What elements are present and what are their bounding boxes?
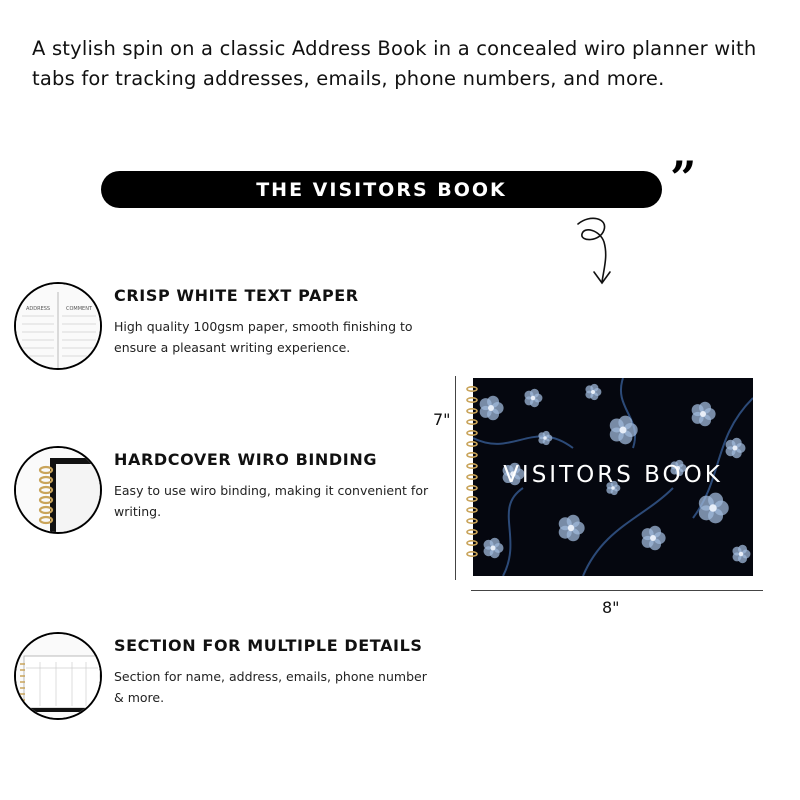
feature-sections: [14, 632, 444, 722]
intro-text: A stylish spin on a classic Address Book in a concealed wiro planner with tabs for tracking addresses, emails, phone numbers, and more.: [32, 37, 757, 90]
spiral-binding-icon: [466, 384, 478, 560]
paper-thumbnail: [14, 282, 102, 370]
title-banner: [101, 171, 662, 208]
book-cover: [473, 378, 753, 576]
feature-description: Section for name, address, emails, phone number & more.: [114, 669, 427, 705]
binding-thumbnail: [14, 446, 102, 534]
height-dimension-line: [455, 376, 456, 580]
feature-binding: [14, 446, 444, 536]
feature-paper: [14, 282, 444, 372]
sections-thumbnail: [14, 632, 102, 720]
cover-title: VISITORS BOOK: [503, 462, 723, 488]
feature-description: High quality 100gsm paper, smooth finishing to ensure a pleasant writing experience.: [114, 319, 413, 355]
feature-title: SECTION FOR MULTIPLE DETAILS: [114, 636, 423, 655]
width-dimension-line: [471, 590, 763, 591]
feature-description: Easy to use wiro binding, making it convenient for writing.: [114, 483, 429, 519]
thumb-label-comment: COMMENT: [66, 306, 93, 312]
feature-title: CRISP WHITE TEXT PAPER: [114, 286, 359, 305]
thumb-label-address: ADDRESS: [26, 306, 51, 312]
width-label: 8": [602, 598, 620, 617]
banner-title: THE VISITORS BOOK: [256, 178, 507, 201]
quote-mark: ”: [670, 151, 697, 205]
swirl-arrow-icon: [560, 212, 630, 294]
height-label: 7": [433, 410, 451, 429]
product-illustration: [433, 370, 765, 620]
feature-title: HARDCOVER WIRO BINDING: [114, 450, 378, 469]
